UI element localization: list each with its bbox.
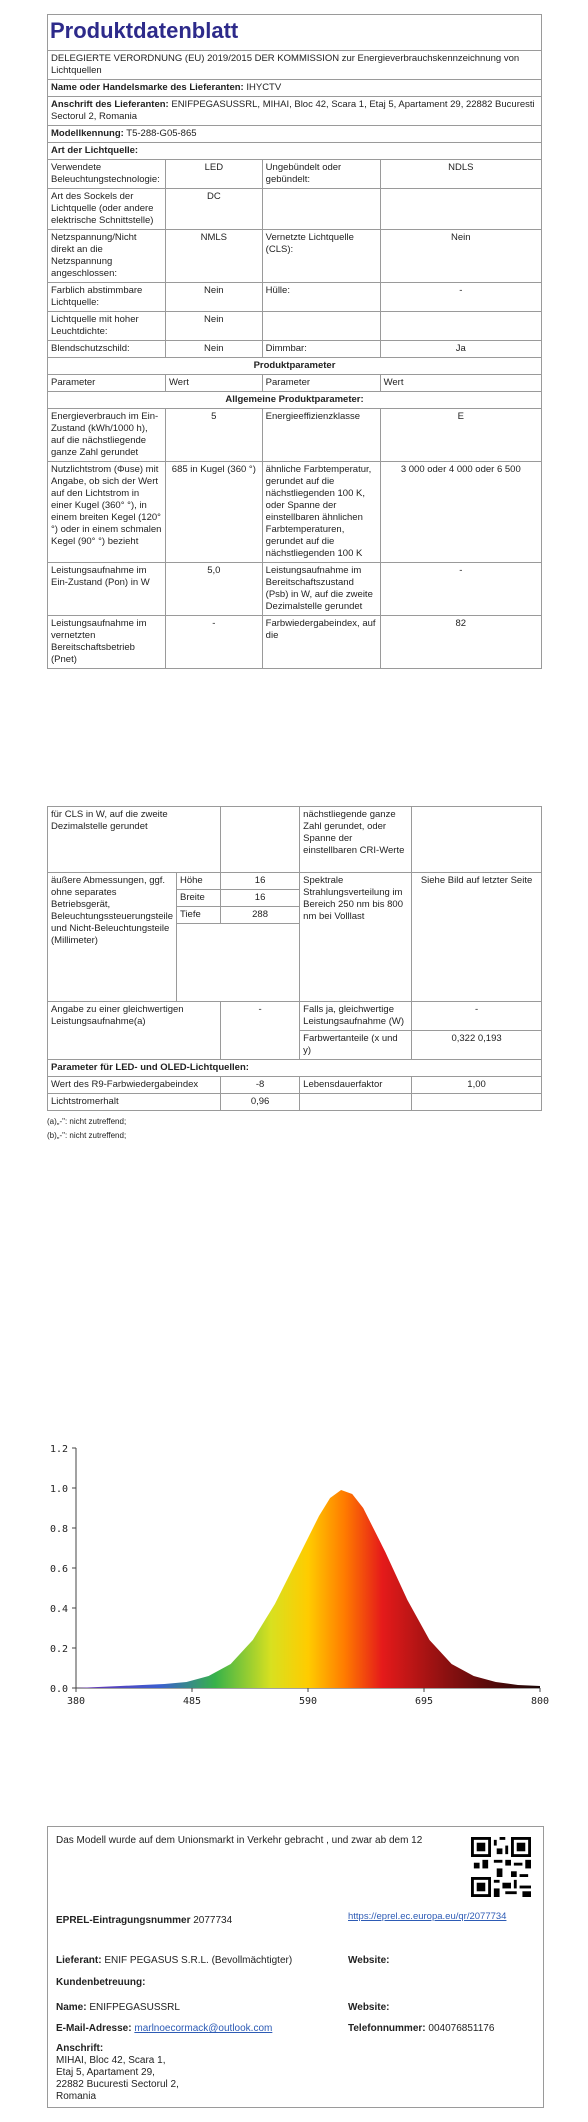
datasheet-table-continued bbox=[47, 806, 542, 1111]
dim-width-key: Breite bbox=[177, 890, 221, 907]
type-param-value-2 bbox=[380, 189, 541, 230]
datasheet-page-1 bbox=[47, 14, 542, 669]
name-value: ENIFPEGASUSSRL bbox=[89, 2002, 180, 2013]
footnote-a: (a)„-": nicht zutreffend; bbox=[47, 1117, 127, 1126]
type-param-label-2 bbox=[262, 189, 380, 230]
type-param-label-2: Hülle: bbox=[262, 283, 380, 312]
spectral-value: Siehe Bild auf letzter Seite bbox=[412, 873, 542, 1002]
param-value-2: 82 bbox=[380, 616, 541, 669]
market-text: Das Modell wurde auf dem Unionsmarkt in Verkehr gebracht , und zwar ab dem 12 bbox=[56, 1835, 423, 1846]
address-line-2: Etaj 5, Apartament 29, bbox=[56, 2067, 155, 2078]
x-tick-labels bbox=[67, 1688, 549, 1707]
chromaticity-value: 0,322 0,193 bbox=[412, 1031, 542, 1060]
supplier-row bbox=[56, 1955, 292, 1966]
param-label-2: Leistungsaufnahme im Bereitschaftszustand (Psb) in W, auf die zweite Dezimalstelle gerundet bbox=[262, 563, 380, 616]
y-tick-label: 0.6 bbox=[49, 1564, 68, 1575]
y-tick-label: 0.8 bbox=[49, 1524, 68, 1535]
param-value: 5,0 bbox=[165, 563, 262, 616]
supplier-value: ENIF PEGASUS S.R.L. (Bevollmächtigter) bbox=[104, 1955, 293, 1966]
dim-height-value: 16 bbox=[220, 873, 299, 890]
type-param-label-2: Ungebündelt oder gebündelt: bbox=[262, 160, 380, 189]
product-params-header: Produktparameter bbox=[48, 358, 542, 375]
email-link[interactable]: marlnoecormack@outlook.com bbox=[134, 2023, 273, 2034]
light-source-type-header: Art der Lichtquelle: bbox=[48, 143, 542, 160]
eprel-card bbox=[47, 1826, 544, 2108]
type-param-value: Nein bbox=[165, 341, 262, 358]
equiv-power-value: - bbox=[220, 1002, 299, 1060]
name-label: Name: bbox=[56, 2002, 87, 2013]
address-line-3: 22882 Bucuresti Sectorul 2, bbox=[56, 2079, 179, 2090]
phone-row bbox=[348, 2023, 494, 2034]
lifetime-factor-value: 1,00 bbox=[412, 1077, 542, 1094]
model-id-row bbox=[48, 126, 542, 143]
col-header-parameter-2: Parameter bbox=[262, 375, 380, 392]
falls-label: Falls ja, gleichwertige Leistungsaufnahme (W) bbox=[300, 1002, 412, 1031]
type-row bbox=[48, 160, 542, 189]
general-params-header: Allgemeine Produktparameter: bbox=[48, 392, 542, 409]
param-label-2: ähnliche Farbtemperatur, gerundet auf die nächstliegenden 100 K, oder Spanne der einstellbaren ähnlichen Farbtemperaturen, gerundet auf die nächstliegenden 100 K bbox=[262, 462, 380, 563]
dim-width-value: 16 bbox=[220, 890, 299, 907]
eprel-link[interactable]: https://eprel.ec.europa.eu/qr/2077734 bbox=[348, 1911, 507, 1922]
param-label: Energieverbrauch im Ein-Zustand (kWh/1000 h), auf die nächstliegende ganze Zahl gerundet bbox=[48, 409, 166, 462]
cls-continued-label: für CLS in W, auf die zweite Dezimalstelle gerundet bbox=[48, 807, 221, 873]
x-tick-label: 695 bbox=[414, 1696, 434, 1707]
col-header-parameter: Parameter bbox=[48, 375, 166, 392]
type-row bbox=[48, 283, 542, 312]
x-tick-label: 590 bbox=[298, 1696, 318, 1707]
type-param-label: Netzspannung/Nicht direkt an die Netzspannung angeschlossen: bbox=[48, 230, 166, 283]
supplier-brand-label: Name oder Handelsmarke des Lieferanten: bbox=[51, 82, 244, 93]
type-param-label: Farblich abstimmbare Lichtquelle: bbox=[48, 283, 166, 312]
model-id-label: Modellkennung: bbox=[51, 128, 124, 139]
param-row bbox=[48, 616, 542, 669]
page-title: Produktdatenblatt bbox=[47, 14, 542, 50]
address-line-4: Romania bbox=[56, 2091, 97, 2102]
type-row bbox=[48, 341, 542, 358]
address-label: Anschrift: bbox=[56, 2043, 104, 2054]
y-tick-label: 1.2 bbox=[49, 1444, 68, 1455]
col-header-value: Wert bbox=[165, 375, 262, 392]
lumen-maintenance-label: Lichtstromerhalt bbox=[48, 1094, 221, 1111]
type-param-value-2: Nein bbox=[380, 230, 541, 283]
spectrum-area bbox=[76, 1490, 540, 1688]
website-label-2: Website: bbox=[348, 2002, 390, 2013]
eprel-value: 2077734 bbox=[193, 1915, 233, 1926]
email-row bbox=[56, 2023, 272, 2034]
param-value: - bbox=[165, 616, 262, 669]
type-param-value: DC bbox=[165, 189, 262, 230]
supplier-brand-row bbox=[48, 80, 542, 97]
type-param-label: Lichtquelle mit hoher Leuchtdichte: bbox=[48, 312, 166, 341]
type-param-label: Verwendete Beleuchtungstechnologie: bbox=[48, 160, 166, 189]
chromaticity-label: Farbwertanteile (x und y) bbox=[300, 1031, 412, 1060]
website-label: Website: bbox=[348, 1955, 390, 1966]
type-param-value: Nein bbox=[165, 312, 262, 341]
param-value-2: - bbox=[380, 563, 541, 616]
y-tick-labels bbox=[50, 1444, 76, 1695]
type-param-value-2: Ja bbox=[380, 341, 541, 358]
x-tick-label: 800 bbox=[530, 1696, 550, 1707]
column-header-row bbox=[48, 375, 542, 392]
lifetime-factor-label: Lebensdauerfaktor bbox=[300, 1077, 412, 1094]
regulation-text: DELEGIERTE VERORDNUNG (EU) 2019/2015 DER KOMMISSION zur Energieverbrauchskennzeichnung von Lichtquellen bbox=[47, 50, 542, 79]
param-value-2: 3 000 oder 4 000 oder 6 500 bbox=[380, 462, 541, 563]
type-row bbox=[48, 230, 542, 283]
phone-value: 004076851176 bbox=[428, 2023, 495, 2034]
param-label-2: Farbwiedergabeindex, auf die bbox=[262, 616, 380, 669]
param-value: 5 bbox=[165, 409, 262, 462]
type-param-value: NMLS bbox=[165, 230, 262, 283]
supplier-address-label: Anschrift des Lieferanten: bbox=[51, 99, 169, 110]
param-row bbox=[48, 462, 542, 563]
email-label: E-Mail-Adresse: bbox=[56, 2023, 132, 2034]
y-tick-label: 0.2 bbox=[49, 1644, 68, 1655]
customer-support-label: Kundenbetreuung: bbox=[56, 1977, 146, 1988]
type-rows bbox=[48, 160, 542, 358]
x-tick-label: 485 bbox=[182, 1696, 202, 1707]
param-label-2: Energieeffizienzklasse bbox=[262, 409, 380, 462]
param-rows bbox=[48, 409, 542, 669]
type-param-label: Blendschutzschild: bbox=[48, 341, 166, 358]
type-param-value-2: NDLS bbox=[380, 160, 541, 189]
phone-label: Telefonnummer: bbox=[348, 2023, 426, 2034]
supplier-address-value: ENIFPEGASUSSRL, MIHAI, Bloc 42, Scara 1, Etaj 5, Apartament 29, 22882 Bucuresti Sectorul 2, Romania bbox=[51, 99, 535, 122]
col-header-value-2: Wert bbox=[380, 375, 541, 392]
supplier-address-row bbox=[48, 97, 542, 126]
spectrum-chart bbox=[0, 1390, 588, 1720]
qr-code-icon[interactable] bbox=[471, 1837, 531, 1897]
param-row bbox=[48, 563, 542, 616]
r9-label: Wert des R9-Farbwiedergabeindex bbox=[48, 1077, 221, 1094]
param-value-2: E bbox=[380, 409, 541, 462]
address-line-1: MIHAI, Bloc 42, Scara 1, bbox=[56, 2055, 166, 2066]
datasheet-table bbox=[47, 79, 542, 669]
supplier-label: Lieferant: bbox=[56, 1955, 102, 1966]
type-param-label-2: Vernetzte Lichtquelle (CLS): bbox=[262, 230, 380, 283]
name-row bbox=[56, 2002, 180, 2013]
param-row bbox=[48, 409, 542, 462]
cri-continued-label: nächstliegende ganze Zahl gerundet, oder Spanne der einstellbaren CRI-Werte bbox=[300, 807, 412, 873]
param-label: Leistungsaufnahme im Ein-Zustand (Pon) in W bbox=[48, 563, 166, 616]
dim-depth-key: Tiefe bbox=[177, 907, 221, 924]
y-tick-label: 1.0 bbox=[49, 1484, 68, 1495]
equiv-power-label: Angabe zu einer gleichwertigen Leistungsaufnahme(a) bbox=[48, 1002, 221, 1060]
r9-value: -8 bbox=[220, 1077, 299, 1094]
footnotes bbox=[47, 1115, 542, 1143]
address-block bbox=[56, 2043, 179, 2103]
param-label: Leistungsaufnahme im vernetzten Bereitschaftsbetrieb (Pnet) bbox=[48, 616, 166, 669]
dim-height-key: Höhe bbox=[177, 873, 221, 890]
param-value: 685 in Kugel (360 °) bbox=[165, 462, 262, 563]
y-tick-label: 0.4 bbox=[49, 1604, 68, 1615]
dim-depth-value: 288 bbox=[220, 907, 299, 924]
model-id-value: T5-288-G05-865 bbox=[126, 128, 197, 139]
eprel-row bbox=[56, 1915, 232, 1926]
footnote-b: (b)„-": nicht zutreffend; bbox=[47, 1131, 127, 1140]
type-param-value: LED bbox=[165, 160, 262, 189]
type-param-label-2: Dimmbar: bbox=[262, 341, 380, 358]
supplier-brand-value: IHYCTV bbox=[246, 82, 282, 93]
type-param-value: Nein bbox=[165, 283, 262, 312]
lumen-maintenance-value: 0,96 bbox=[220, 1094, 299, 1111]
datasheet-page-2 bbox=[47, 806, 542, 1143]
type-row bbox=[48, 312, 542, 341]
x-tick-label: 380 bbox=[66, 1696, 86, 1707]
param-label: Nutzlichtstrom (Φuse) mit Angabe, ob sich der Wert auf den Lichtstrom in einer Kugel (360° °), in einem breiten Kegel (120° °) oder in einem schmalen Kegel (90° °) bezieht bbox=[48, 462, 166, 563]
led-params-header: Parameter für LED- und OLED-Lichtquellen: bbox=[48, 1060, 542, 1077]
spectrum-chart-svg bbox=[0, 1390, 588, 1720]
type-param-label-2 bbox=[262, 312, 380, 341]
type-param-label: Art des Sockels der Lichtquelle (oder andere elektrische Schnittstelle) bbox=[48, 189, 166, 230]
type-param-value-2 bbox=[380, 312, 541, 341]
dimensions-label: äußere Abmessungen, ggf. ohne separates Betriebsgerät, Beleuchtungssteuerungsteile und Nicht-Beleuchtungsteile (Millimeter) bbox=[48, 873, 177, 1002]
type-row bbox=[48, 189, 542, 230]
falls-value: - bbox=[412, 1002, 542, 1031]
type-param-value-2: - bbox=[380, 283, 541, 312]
eprel-label: EPREL-Eintragungsnummer bbox=[56, 1915, 191, 1926]
spectral-label: Spektrale Strahlungsverteilung im Bereich 250 nm bis 800 nm bei Volllast bbox=[300, 873, 412, 1002]
y-tick-label: 0.0 bbox=[49, 1684, 68, 1695]
